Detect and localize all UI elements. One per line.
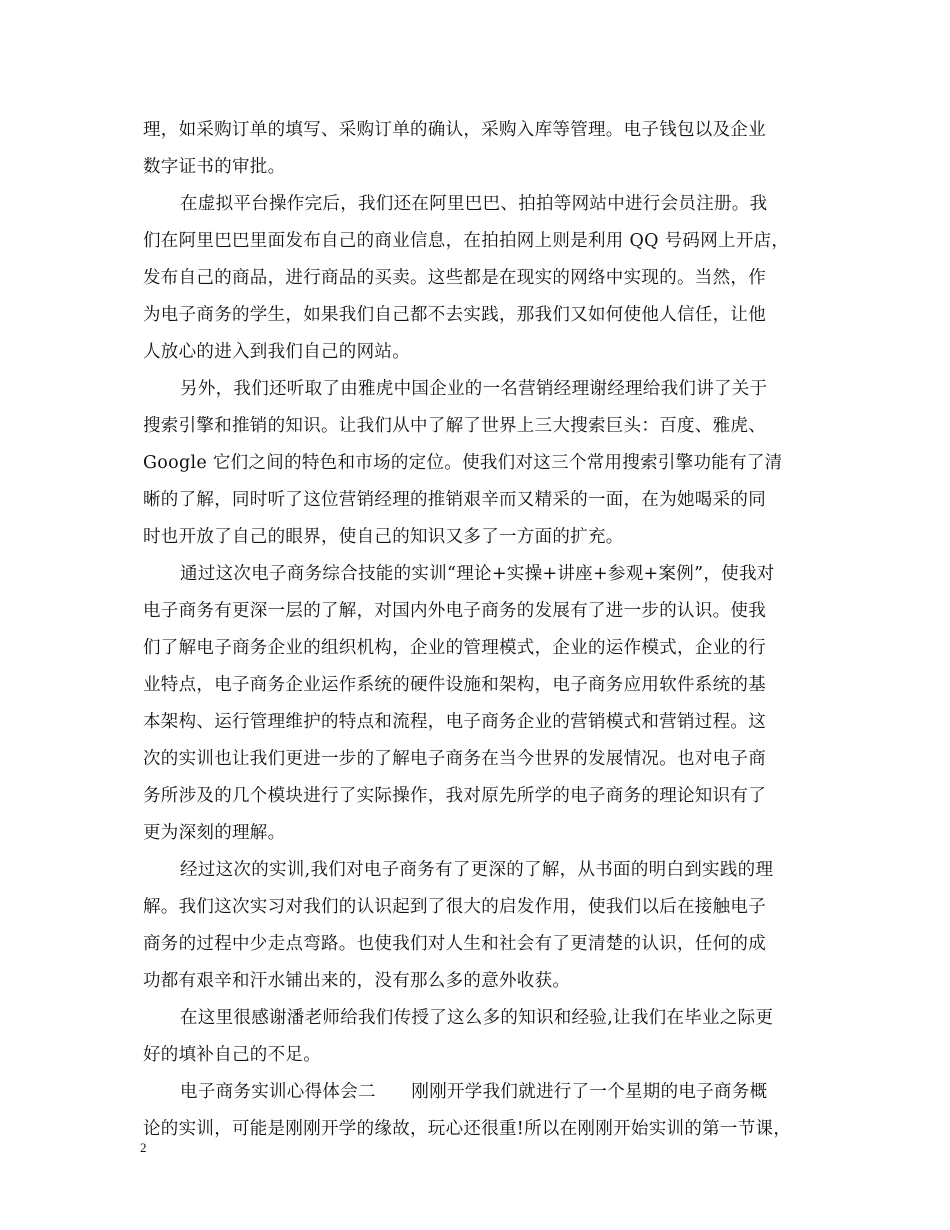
text-line: 电子商务有更深一层的了解，对国内外电子商务的发展有了进一步的认识。使我 bbox=[143, 601, 766, 621]
text-line: 好的填补自己的不足。 bbox=[143, 1045, 321, 1065]
text-line: 本架构、运行管理维护的特点和流程，电子商务企业的营销模式和营销过程。这 bbox=[143, 712, 766, 732]
text-line: 解。我们这次实习对我们的认识起到了很大的启发作用，使我们以后在接触电子 bbox=[143, 897, 766, 917]
text-line: Google 它们之间的特色和市场的定位。使我们对这三个常用搜索引擎功能有了清 bbox=[143, 453, 783, 473]
text-line: 们了解电子商务企业的组织机构，企业的管理模式，企业的运作模式，企业的行 bbox=[143, 638, 766, 658]
text-line: 次的实训也让我们更进一步的了解电子商务在当今世界的发展情况。也对电子商 bbox=[143, 749, 766, 769]
text-line: 另外，我们还听取了由雅虎中国企业的一名营销经理谢经理给我们讲了关于 bbox=[180, 379, 768, 399]
text-line: 们在阿里巴巴里面发布自己的商业信息，在拍拍网上则是利用 QQ 号码网上开店， bbox=[143, 231, 790, 251]
text-line: 论的实训，可能是刚刚开学的缘故，玩心还很重!所以在刚刚开始实训的第一节课， bbox=[143, 1119, 792, 1139]
text-line: 搜索引擎和推销的知识。让我们从中了解了世界上三大搜索巨头：百度、雅虎、 bbox=[143, 416, 766, 436]
text-line: 功都有艰辛和汗水铺出来的，没有那么多的意外收获。 bbox=[143, 971, 571, 991]
text-line: 商务的过程中少走点弯路。也使我们对人生和社会有了更清楚的认识，任何的成 bbox=[143, 934, 766, 954]
text-line: 在这里很感谢潘老师给我们传授了这么多的知识和经验,让我们在毕业之际更 bbox=[180, 1008, 774, 1028]
text-line: 电子商务实训心得体会二 刚刚开学我们就进行了一个星期的电子商务概 bbox=[180, 1082, 768, 1102]
page-number: 2 bbox=[140, 1140, 147, 1155]
text-line: 通过这次电子商务综合技能的实训“理论+实操+讲座+参观+案例”，使我对 bbox=[180, 564, 775, 584]
text-line: 更为深刻的理解。 bbox=[143, 823, 286, 843]
body-text bbox=[143, 112, 815, 1148]
text-line: 在虚拟平台操作完后，我们还在阿里巴巴、拍拍等网站中进行会员注册。我 bbox=[180, 194, 768, 214]
text-line: 晰的了解，同时听了这位营销经理的推销艰辛而又精采的一面，在为她喝采的同 bbox=[143, 490, 766, 510]
text-line: 理，如采购订单的填写、采购订单的确认，采购入库等管理。电子钱包以及企业 bbox=[143, 120, 766, 140]
text-line: 业特点，电子商务企业运作系统的硬件设施和架构，电子商务应用软件系统的基 bbox=[143, 675, 766, 695]
text-line: 发布自己的商品，进行商品的买卖。这些都是在现实的网络中实现的。当然，作 bbox=[143, 268, 766, 288]
text-line: 时也开放了自己的眼界，使自己的知识又多了一方面的扩充。 bbox=[143, 527, 624, 547]
text-line: 经过这次的实训,我们对电子商务有了更深的了解，从书面的明白到实践的理 bbox=[180, 860, 774, 880]
text-line: 务所涉及的几个模块进行了实际操作，我对原先所学的电子商务的理论知识有了 bbox=[143, 786, 766, 806]
text-line: 为电子商务的学生，如果我们自己都不去实践，那我们又如何使他人信任，让他 bbox=[143, 305, 766, 325]
text-line: 数字证书的审批。 bbox=[143, 157, 286, 177]
text-line: 人放心的进入到我们自己的网站。 bbox=[143, 342, 410, 362]
